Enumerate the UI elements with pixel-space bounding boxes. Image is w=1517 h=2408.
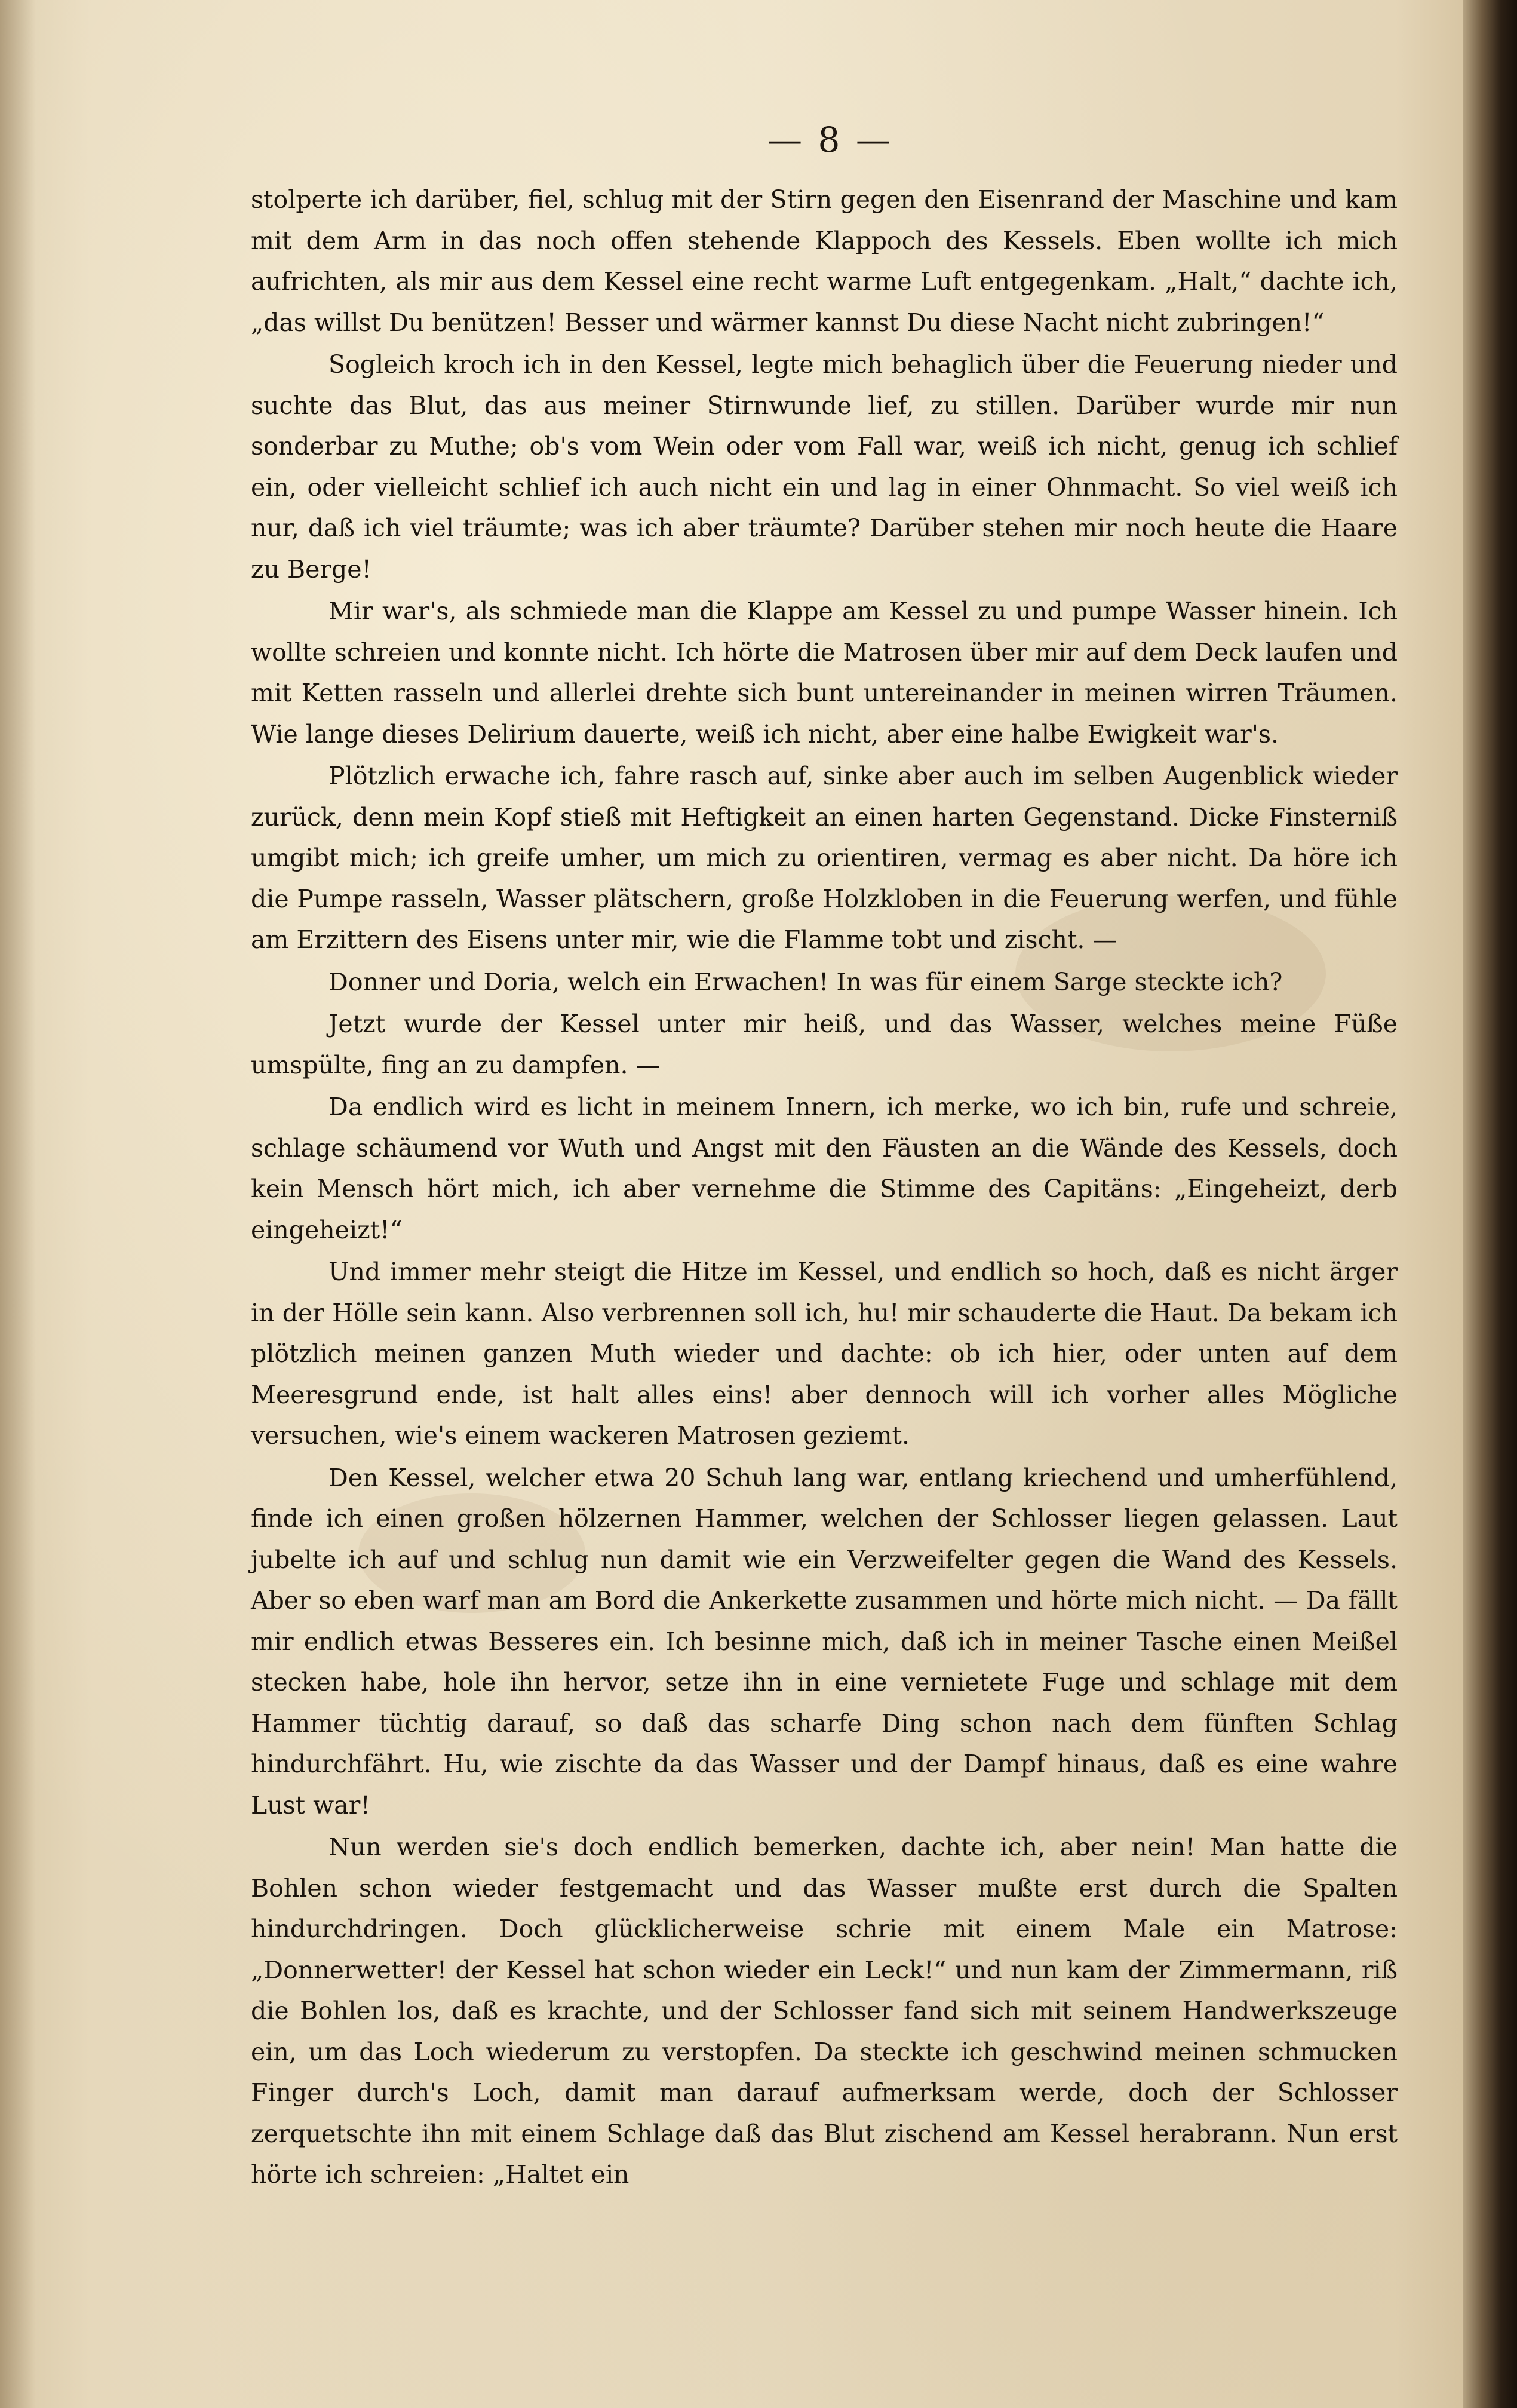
paragraph: Jetzt wurde der Kessel unter mir heiß, und das Wasser, welches meine Füße umspülte, fing an zu dampfen. —: [251, 1010, 1398, 1079]
paragraph: Sogleich kroch ich in den Kessel, legte mich behaglich über die Feuerung nieder und suchte das Blut, das aus meiner Stirnwunde lief, zu stillen. Darüber wurde mir nun sonderbar zu Muthe; ob's vom Wein oder vom Fall war, weiß ich nicht, genug ich schlief ein, oder vielleicht schlief ich auch nicht ein und lag in einer Ohnmacht. So viel weiß ich nur, daß ich viel träumte; was ich aber träumte? Darüber stehen mir noch heute die Haare zu Berge!: [251, 350, 1398, 584]
paragraph: Und immer mehr steigt die Hitze im Kessel, und endlich so hoch, daß es nicht ärger in der Hölle sein kann. Also verbrennen soll ich, hu! mir schauderte die Haut. Da bekam ich plötzlich meinen ganzen Muth wieder und dachte: ob ich hier, oder unten auf dem Meeresgrund ende, ist halt alles eins! aber dennoch will ich vorher alles Mögliche versuchen, wie's einem wackeren Matrosen geziemt.: [251, 1257, 1398, 1450]
paragraph: Nun werden sie's doch endlich bemerken, dachte ich, aber nein! Man hatte die Bohlen schon wieder festgemacht und das Wasser mußte erst durch die Spalten hindurchdringen. Doch glücklicherweise schrie mit einem Male ein Matrose: „Donnerwetter! der Kessel hat schon wieder ein Leck!“ und nun kam der Zimmermann, riß die Bohlen los, daß es krachte, und der Schlosser fand sich mit seinem Handwerkszeuge ein, um das Loch wiederum zu verstopfen. Da steckte ich geschwind meinen schmucken Finger durch's Loch, damit man darauf aufmerksam werde, doch der Schlosser zerquetschte ihn mit einem Schlage daß das Blut zischend am Kessel herabrann. Nun erst hörte ich schreien: „Haltet ein: [251, 1833, 1398, 2189]
paragraph: Den Kessel, welcher etwa 20 Schuh lang war, entlang kriechend und umherfühlend, finde ich einen großen hölzernen Hammer, welchen der Schlosser liegen gelassen. Laut jubelte ich auf und schlug nun damit wie ein Verzweifelter gegen die Wand des Kessels. Aber so eben warf man am Bord die Ankerkette zusammen und hörte mich nicht. — Da fällt mir endlich etwas Besseres ein. Ich besinne mich, daß ich in meiner Tasche einen Meißel stecken habe, hole ihn hervor, setze ihn in eine vernietete Fuge und schlage mit dem Hammer tüchtig darauf, so daß das scharfe Ding schon nach dem fünften Schlag hindurchfährt. Hu, wie zischte da das Wasser und der Dampf hinaus, daß es eine wahre Lust war!: [251, 1463, 1398, 1820]
paragraph: Mir war's, als schmiede man die Klappe am Kessel zu und pumpe Wasser hinein. Ich wollte schreien und konnte nicht. Ich hörte die Matrosen über mir auf dem Deck laufen und mit Ketten rasseln und allerlei drehte sich bunt untereinander in meinen wirren Träumen. Wie lange dieses Delirium dauerte, weiß ich nicht, aber eine halbe Ewigkeit war's.: [251, 597, 1398, 749]
body-text: [251, 179, 1398, 2197]
page-gutter-shadow: [0, 0, 36, 2408]
paragraph: stolperte ich darüber, fiel, schlug mit der Stirn gegen den Eisenrand der Maschine und kam mit dem Arm in das noch offen stehende Klappoch des Kessels. Eben wollte ich mich aufrichten, als mir aus dem Kessel eine recht warme Luft entgegenkam. „Halt,“ dachte ich, „das willst Du benützen! Besser und wärmer kannst Du diese Nacht nicht zubringen!“: [251, 185, 1398, 337]
paragraph: Da endlich wird es licht in meinem Innern, ich merke, wo ich bin, rufe und schreie, schlage schäumend vor Wuth und Angst mit den Fäusten an die Wände des Kessels, doch kein Mensch hört mich, ich aber vernehme die Stimme des Capitäns: „Eingeheizt, derb eingeheizt!“: [251, 1093, 1398, 1244]
page-edge-shadow: [1463, 0, 1517, 2408]
paragraph: Donner und Doria, welch ein Erwachen! In was für einem Sarge steckte ich?: [328, 967, 1283, 996]
page-number: — 8 —: [767, 119, 893, 160]
paragraph: Plötzlich erwache ich, fahre rasch auf, sinke aber auch im selben Augenblick wieder zurück, denn mein Kopf stieß mit Heftigkeit an einen harten Gegenstand. Dicke Finsterniß umgibt mich; ich greife umher, um mich zu orientiren, vermag es aber nicht. Da höre ich die Pumpe rasseln, Wasser plätschern, große Holzkloben in die Feuerung werfen, und fühle am Erzittern des Eisens unter mir, wie die Flamme tobt und zischt. —: [251, 762, 1398, 954]
